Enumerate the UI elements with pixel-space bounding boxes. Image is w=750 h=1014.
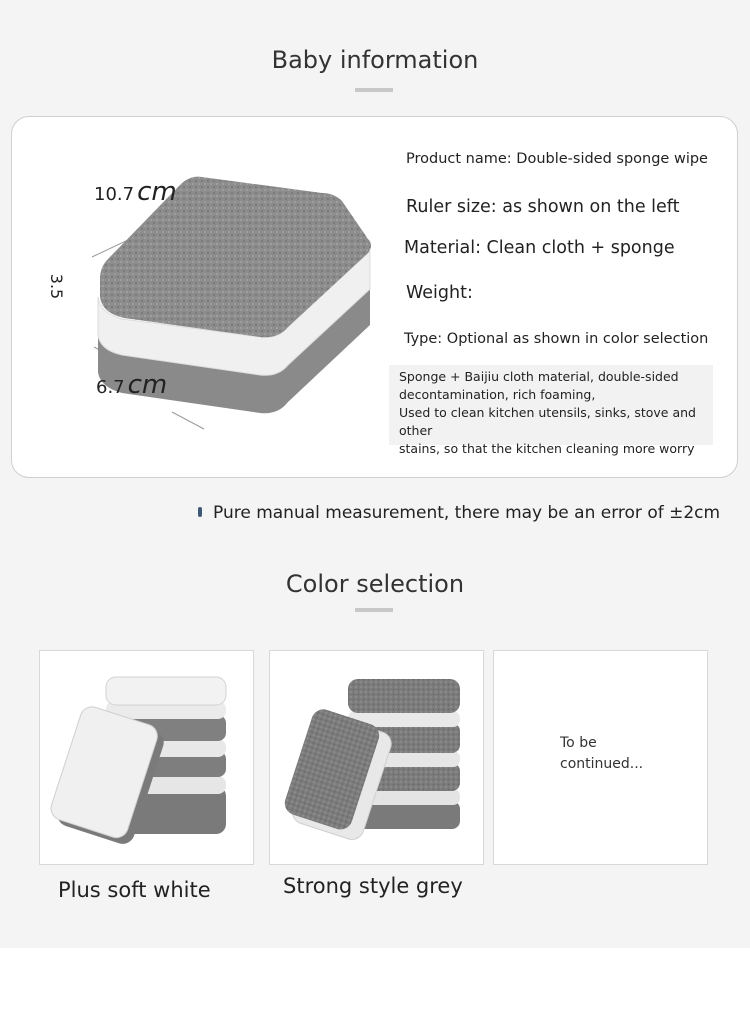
sponge-image bbox=[42, 147, 372, 447]
bullet-icon bbox=[198, 507, 202, 517]
weight: Weight: bbox=[406, 283, 473, 303]
color-option-placeholder bbox=[493, 650, 708, 865]
height-dimension: 3.5 bbox=[47, 273, 67, 300]
description-line-4: stains, so that the kitchen cleaning more worry bbox=[399, 441, 695, 456]
ruler-size: Ruler size: as shown on the left bbox=[406, 197, 680, 217]
white-sponge-stack-image bbox=[40, 651, 254, 865]
color-option-white[interactable] bbox=[39, 650, 254, 865]
to-be-continued-line-1: To be bbox=[560, 735, 597, 751]
measurement-note-text: Pure manual measurement, there may be an error of ±2cm bbox=[213, 503, 721, 523]
title-underline bbox=[355, 608, 393, 612]
product-name: Product name: Double-sided sponge wipe bbox=[406, 151, 708, 167]
product-description bbox=[389, 365, 713, 456]
measurement-note bbox=[198, 503, 720, 523]
width-value: 6.7 bbox=[96, 377, 125, 398]
width-dimension bbox=[96, 370, 167, 400]
material: Material: Clean cloth + sponge bbox=[404, 238, 675, 258]
to-be-continued-text bbox=[560, 733, 660, 775]
length-value: 10.7 bbox=[94, 184, 135, 205]
type: Type: Optional as shown in color selection bbox=[404, 331, 709, 347]
title-underline bbox=[355, 88, 393, 92]
length-unit: cm bbox=[137, 177, 177, 207]
width-unit: cm bbox=[127, 370, 168, 400]
to-be-continued-line-2: continued... bbox=[560, 756, 644, 772]
description-line-2: decontamination, rich foaming, bbox=[399, 387, 596, 402]
description-line-1: Sponge + Baijiu cloth material, double-sided bbox=[399, 369, 679, 384]
info-section-title: Baby information bbox=[271, 46, 479, 74]
grey-sponge-stack-image bbox=[270, 651, 484, 865]
length-dimension bbox=[94, 177, 177, 207]
color-option-grey[interactable] bbox=[269, 650, 484, 865]
color-option-grey-label[interactable]: Strong style grey bbox=[283, 874, 463, 898]
description-line-3: Used to clean kitchen utensils, sinks, stove and other bbox=[399, 405, 696, 438]
color-section-title: Color selection bbox=[285, 570, 465, 598]
color-option-white-label[interactable]: Plus soft white bbox=[58, 878, 211, 902]
